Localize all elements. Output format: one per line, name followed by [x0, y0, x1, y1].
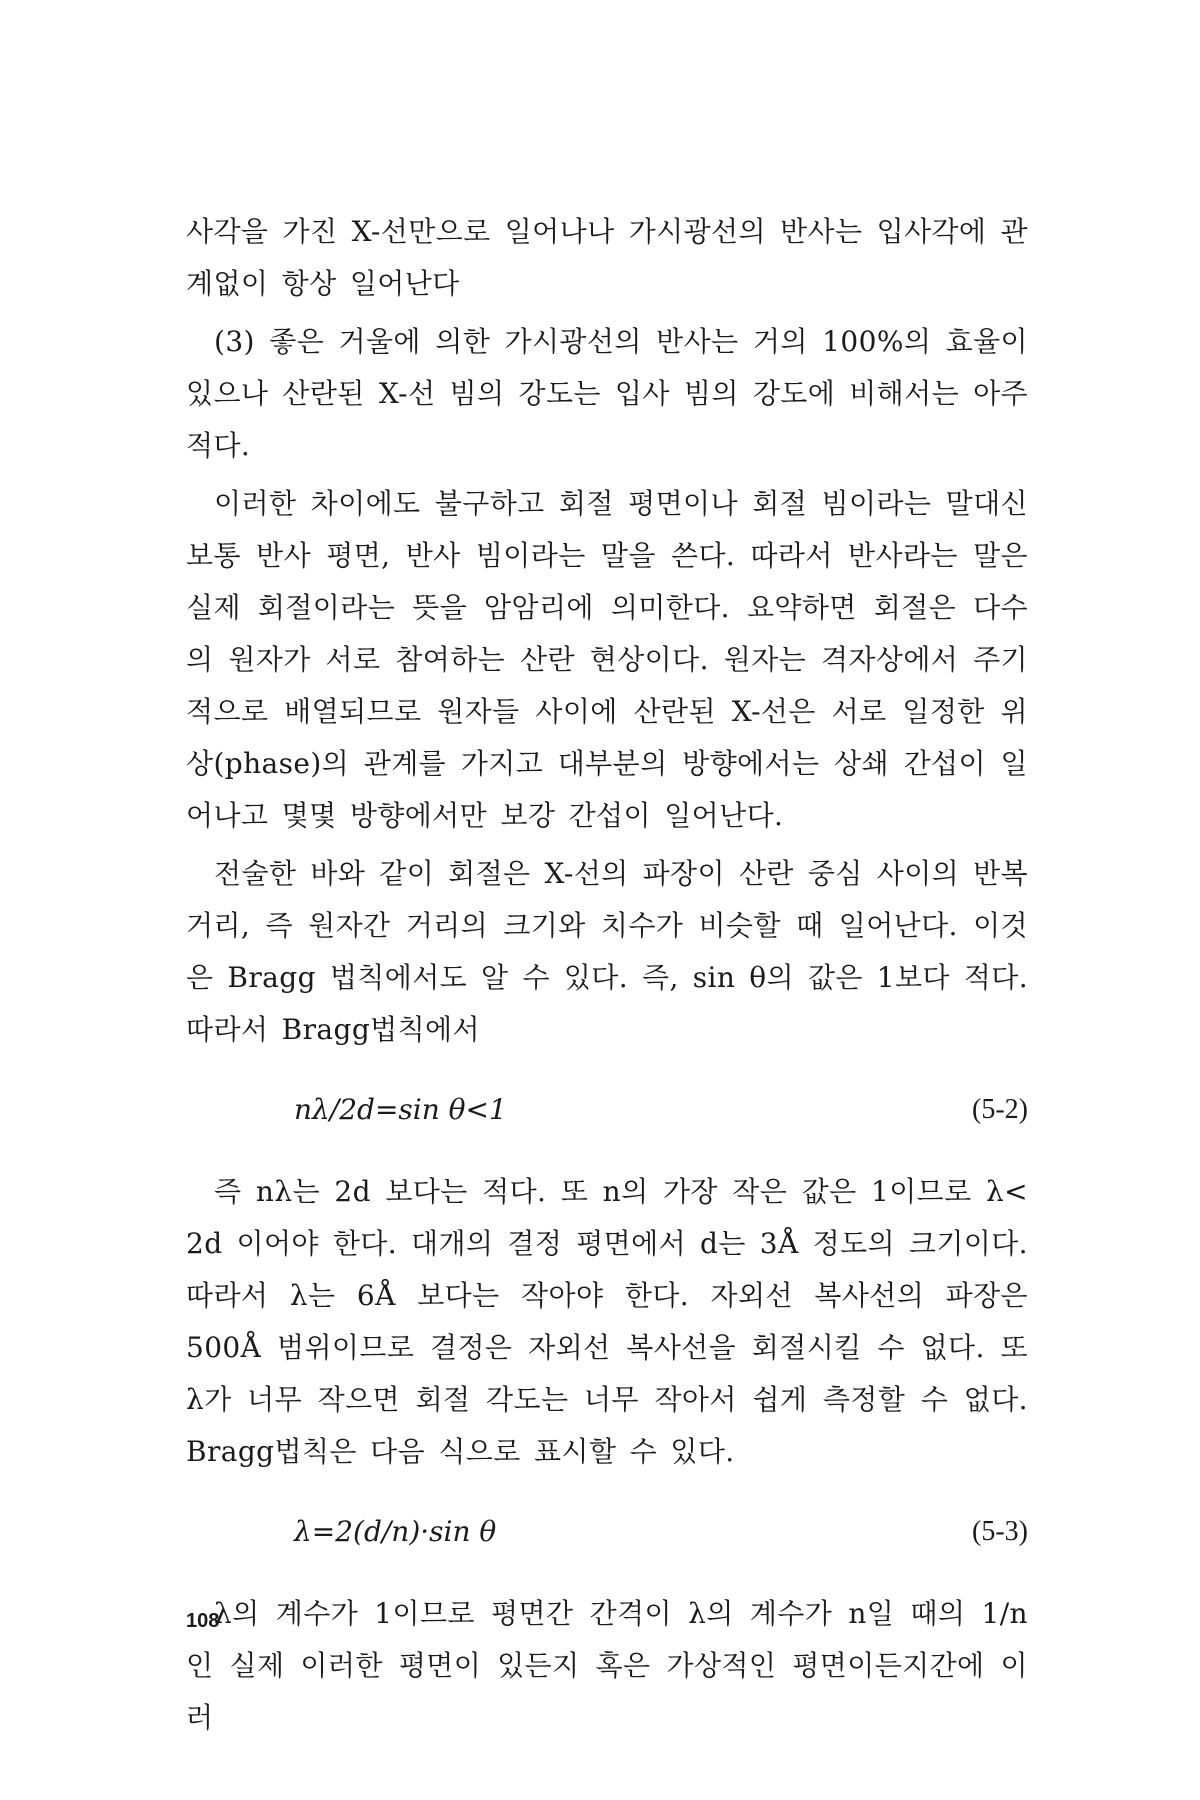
equation-number: (5-3) — [972, 1516, 1028, 1547]
paragraph-3: 이러한 차이에도 불구하고 회절 평면이나 회절 빔이라는 말대신 보통 반사 평면, 반사 빔이라는 말을 쓴다. 따라서 반사라는 말은 실제 회절이라는 뜻을 암암리에 의미한다. 요약하면 회절은 다수의 원자가 서로 참여하는 산란 현상이다. 원자는 격자상에서 주기적으로 배열되므로 원자들 사이에 산란된 X-선은 서로 일정한 위상(phase)의 관계를 가지고 대부분의 방향에서는 상쇄 간섭이 일어나고 몇몇 방향에서만 보강 간섭이 일어난다. — [186, 487, 1028, 832]
equation-5-2 — [186, 1080, 1028, 1140]
page-number: 108 — [186, 1610, 220, 1632]
paragraph-5: 즉 nλ는 2d 보다는 적다. 또 n의 가장 작은 값은 1이므로 λ< 2d 이어야 한다. 대개의 결정 평면에서 d는 3Å 정도의 크기이다. 따라서 λ는 6Å 보다는 작아야 한다. 자외선 복사선의 파장은 500Å 범위이므로 결정은 자외선 복사선을 회절시킬 수 없다. 또 λ가 너무 작으면 회절 각도는 너무 작아서 쉽게 측정할 수 없다. Bragg법칙은 다음 식으로 표시할 수 있다. — [186, 1175, 1028, 1468]
equation-expression: λ=2(d/n)·sin θ — [294, 1515, 497, 1548]
equation-number: (5-2) — [972, 1094, 1028, 1125]
equation-expression: nλ/2d=sin θ<1 — [294, 1093, 507, 1126]
paragraph-1: 사각을 가진 X-선만으로 일어나나 가시광선의 반사는 입사각에 관계없이 항상 일어난다 — [186, 215, 1028, 300]
paragraph-6: λ의 계수가 1이므로 평면간 간격이 λ의 계수가 n일 때의 1/n 인 실제 이러한 평면이 있든지 혹은 가상적인 평면이든지간에 이러 — [186, 1597, 1028, 1734]
equation-5-3 — [186, 1502, 1028, 1562]
body-text — [186, 206, 1028, 1744]
paragraph-2: (3) 좋은 거울에 의한 가시광선의 반사는 거의 100%의 효율이 있으나 산란된 X-선 빔의 강도는 입사 빔의 강도에 비해서는 아주 적다. — [186, 325, 1028, 462]
paragraph-4: 전술한 바와 같이 회절은 X-선의 파장이 산란 중심 사이의 반복 거리, 즉 원자간 거리의 크기와 치수가 비슷할 때 일어난다. 이것은 Bragg 법칙에서도 알 수 있다. 즉, sin θ의 값은 1보다 적다. 따라서 Bragg법칙에서 — [186, 857, 1028, 1046]
